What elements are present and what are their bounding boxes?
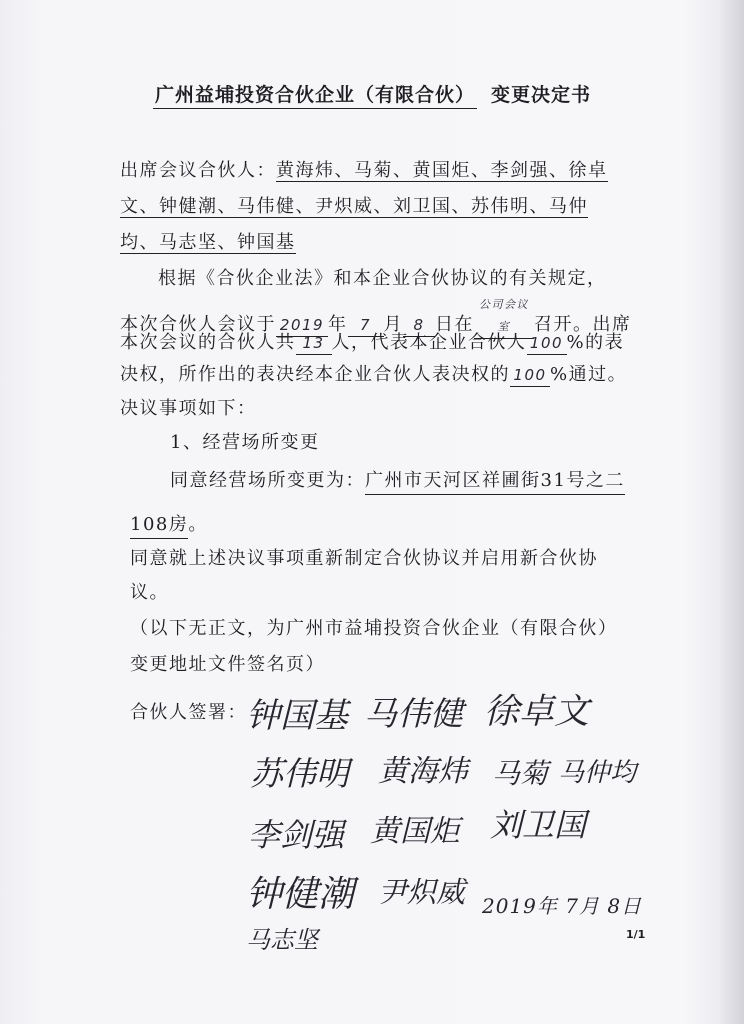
basis-text-d: 人，代表本企业合伙人 <box>331 332 527 353</box>
basis-text-a: 本次合伙人会议于 <box>120 314 276 335</box>
basis-text-e: %的表 <box>566 332 625 353</box>
meeting-month-field: 7 <box>348 314 384 337</box>
scan-edge-shadow <box>718 0 744 1024</box>
meeting-place-field: 公司会议室 <box>474 294 534 339</box>
item-1-address-2: 108房 <box>130 514 188 539</box>
basis-text-c: 本次会议的合伙人共 <box>120 332 296 353</box>
item-1-detail-2 <box>130 508 650 542</box>
agreement-line-2: 议。 <box>130 582 169 603</box>
item-1-address-1: 广州市天河区祥圃街31号之二 <box>365 470 625 495</box>
meeting-year-field: 2019 <box>276 314 328 337</box>
agreement-line-1: 同意就上述决议事项重新制定合伙协议并启用新合伙协 <box>130 548 598 569</box>
note-line-2: 变更地址文件签名页） <box>130 654 325 675</box>
attendees-names-3: 均、马志坚、钟国基 <box>120 232 296 253</box>
page-number: 1/1 <box>626 928 646 941</box>
day-unit: 日在 <box>435 314 474 335</box>
basis-line-1: 根据《合伙企业法》和本企业合伙协议的有关规定， <box>158 268 607 289</box>
signature-3: 徐卓文 <box>484 692 590 732</box>
item-1-prefix: 同意经营场所变更为： <box>170 470 365 491</box>
item-1-address-end: 。 <box>188 514 208 535</box>
note-line-1: （以下无正文，为广州市益埔投资合伙企业（有限合伙） <box>130 618 618 639</box>
attendees-label: 出席会议合伙人： <box>120 160 276 181</box>
attendees-line-2 <box>120 190 640 224</box>
signature-12: 尹炽威 <box>378 875 466 909</box>
attendee-count-field: 13 <box>296 332 332 355</box>
attendees-names-1: 黄海炜、马菊、黄国炬、李剑强、徐卓 <box>276 160 608 181</box>
document-title <box>0 80 744 107</box>
basis-text-f: 决权，所作出的表决经本企业合伙人表决权的 <box>120 364 510 385</box>
basis-line-3 <box>120 326 640 360</box>
year-unit: 年 <box>328 314 348 335</box>
signature-5: 黄海炜 <box>378 754 468 789</box>
item-1-detail <box>170 464 640 498</box>
signature-11: 钟健潮 <box>246 874 355 915</box>
attendees-line-3 <box>120 226 640 260</box>
represent-percent-field: 100 <box>527 332 567 355</box>
signature-7: 马仲均 <box>558 758 637 788</box>
attendees-names-2: 文、钟健潮、马伟健、尹炽威、刘卫国、苏伟明、马仲 <box>120 196 588 217</box>
signature-1: 钟国基 <box>246 696 348 736</box>
title-company-name: 广州益埔投资合伙企业（有限合伙） <box>153 84 477 109</box>
resolution-intro: 决议事项如下： <box>120 398 257 419</box>
signature-9: 黄国炬 <box>370 814 460 849</box>
meeting-day-field: 8 <box>403 314 435 337</box>
signature-6: 马菊 <box>492 757 549 790</box>
signature-2: 马伟健 <box>364 694 463 733</box>
month-unit: 月 <box>383 314 403 335</box>
signature-10: 刘卫国 <box>490 806 587 844</box>
title-suffix: 变更决定书 <box>491 84 592 106</box>
signature-8: 李剑强 <box>248 816 345 854</box>
pass-percent-field: 100 <box>510 364 550 387</box>
basis-text-b: 召开。出席 <box>534 314 632 335</box>
item-1-heading: 1、经营场所变更 <box>170 432 320 453</box>
signature-13: 马志坚 <box>246 926 318 954</box>
signature-4: 苏伟明 <box>250 754 349 793</box>
basis-line-4 <box>120 358 640 392</box>
signature-date: 2019年 7月 8日 <box>482 894 643 918</box>
signature-label: 合伙人签署： <box>130 702 247 723</box>
attendees-line-1 <box>120 154 640 188</box>
basis-text-g: %通过。 <box>550 364 628 385</box>
